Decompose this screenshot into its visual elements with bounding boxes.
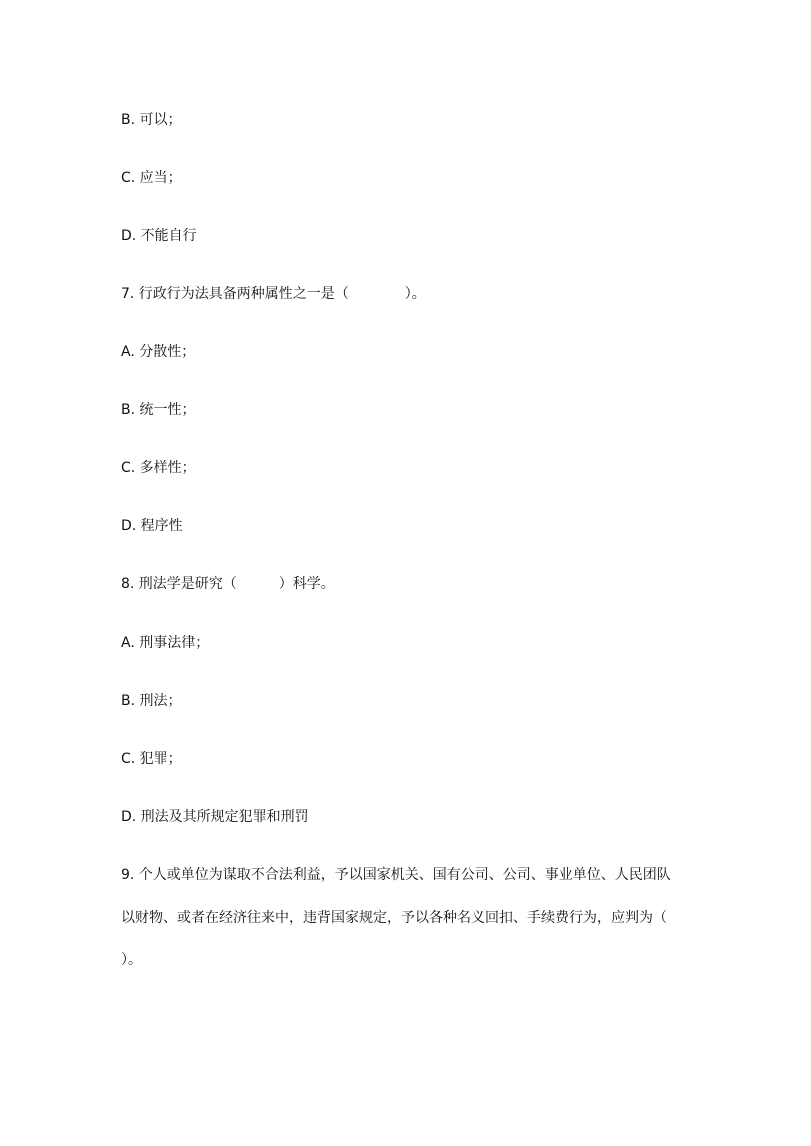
q7-stem: 7. 行政行为法具备两种属性之一是（ ）。 — [121, 286, 426, 302]
q7-option-c: C. 多样性； — [121, 460, 196, 476]
q9-stem-line-1: 9. 个人或单位为谋取不合法利益，予以国家机关、国有公司、公司、事业单位、人民团队 — [121, 867, 671, 883]
q7-option-d: D. 程序性 — [121, 518, 183, 534]
q9-stem-line-3: ）。 — [121, 952, 142, 968]
q9-stem-line-2: 以财物、或者在经济往来中，违背国家规定，予以各种名义回扣、手续费行为，应判为（ — [121, 910, 667, 926]
q8-option-d: D. 刑法及其所规定犯罪和刑罚 — [121, 809, 309, 825]
q8-option-c: C. 犯罪； — [121, 751, 182, 767]
q7-option-b: B. 统一性； — [121, 402, 196, 418]
q6-option-c: C. 应当； — [121, 170, 182, 186]
q6-option-d: D. 不能自行 — [121, 228, 197, 244]
q8-option-b: B. 刑法； — [121, 693, 182, 709]
q8-stem: 8. 刑法学是研究（ ）科学。 — [121, 576, 335, 592]
q6-option-b: B. 可以； — [121, 112, 182, 128]
q7-option-a: A. 分散性； — [121, 344, 196, 360]
q8-option-a: A. 刑事法律； — [121, 635, 210, 651]
